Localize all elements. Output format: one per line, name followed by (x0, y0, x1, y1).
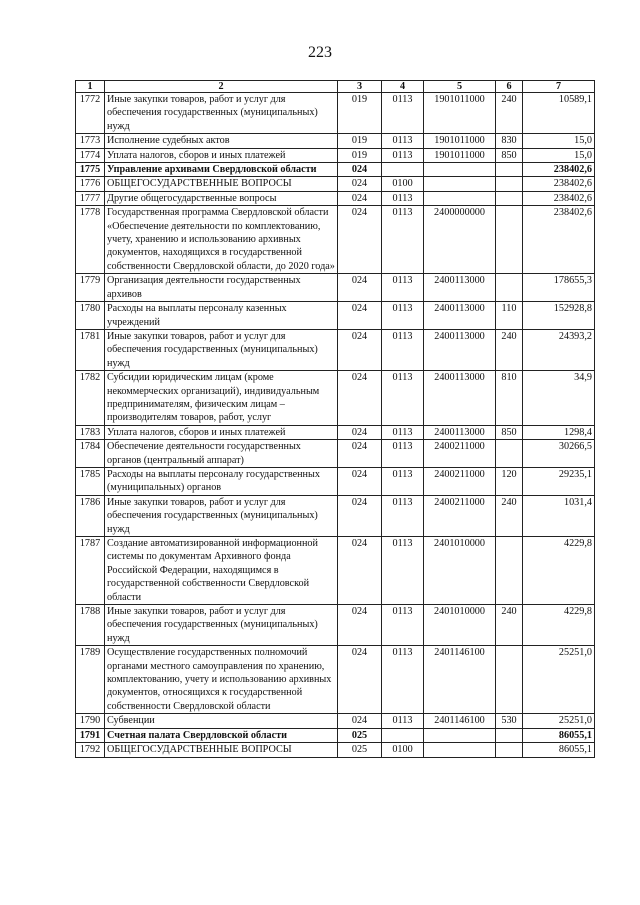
item-name: Расходы на выплаты персоналу государственных (муниципальных) органов (105, 467, 338, 495)
ministry-code: 024 (338, 371, 382, 426)
amount: 15,0 (523, 148, 595, 162)
ministry-code: 024 (338, 206, 382, 274)
ministry-code: 019 (338, 93, 382, 134)
section-code: 0113 (382, 302, 424, 330)
expense-type-code (496, 646, 523, 714)
expense-type-code (496, 537, 523, 605)
amount: 15,0 (523, 134, 595, 148)
amount: 1298,4 (523, 425, 595, 439)
column-header: 2 (105, 81, 338, 93)
target-code: 1901011000 (424, 134, 496, 148)
ministry-code: 024 (338, 302, 382, 330)
ministry-code: 024 (338, 440, 382, 468)
table-row (76, 177, 595, 191)
expense-type-code: 240 (496, 605, 523, 646)
expense-type-code: 240 (496, 495, 523, 536)
target-code: 2400113000 (424, 329, 496, 370)
target-code: 2400113000 (424, 371, 496, 426)
item-name: Иные закупки товаров, работ и услуг для обеспечения государственных (муниципальных) нужд (105, 329, 338, 370)
section-code: 0113 (382, 425, 424, 439)
item-name: Управление архивами Свердловской области (105, 163, 338, 177)
target-code: 1901011000 (424, 148, 496, 162)
table-row (76, 467, 595, 495)
target-code: 2400211000 (424, 440, 496, 468)
section-code: 0113 (382, 646, 424, 714)
column-header: 5 (424, 81, 496, 93)
ministry-code: 024 (338, 163, 382, 177)
amount: 1031,4 (523, 495, 595, 536)
row-number: 1774 (76, 148, 105, 162)
section-code: 0113 (382, 134, 424, 148)
target-code (424, 728, 496, 742)
item-name: Исполнение судебных актов (105, 134, 338, 148)
expense-type-code: 530 (496, 714, 523, 728)
ministry-code: 025 (338, 728, 382, 742)
table-row (76, 148, 595, 162)
row-number: 1779 (76, 274, 105, 302)
row-number: 1784 (76, 440, 105, 468)
amount: 4229,8 (523, 605, 595, 646)
ministry-code: 024 (338, 605, 382, 646)
item-name: Создание автоматизированной информационной системы по документам Архивного фонда Российской Федерации, находящимся в государственной собственности Свердловской области (105, 537, 338, 605)
ministry-code: 024 (338, 177, 382, 191)
section-code: 0113 (382, 495, 424, 536)
header-row (76, 81, 595, 93)
page-number: 223 (308, 44, 332, 61)
item-name: ОБЩЕГОСУДАРСТВЕННЫЕ ВОПРОСЫ (105, 743, 338, 757)
expense-type-code: 120 (496, 467, 523, 495)
item-name: Субсидии юридическим лицам (кроме некоммерческих организаций), индивидуальным предпринимателям, физическим лицам – производителям товаров, работ, услуг (105, 371, 338, 426)
section-code: 0113 (382, 467, 424, 495)
item-name: Уплата налогов, сборов и иных платежей (105, 148, 338, 162)
item-name: ОБЩЕГОСУДАРСТВЕННЫЕ ВОПРОСЫ (105, 177, 338, 191)
expense-type-code (496, 728, 523, 742)
target-code: 2400113000 (424, 302, 496, 330)
section-code: 0113 (382, 274, 424, 302)
item-name: Иные закупки товаров, работ и услуг для обеспечения государственных (муниципальных) нужд (105, 605, 338, 646)
table-row (76, 134, 595, 148)
item-name: Государственная программа Свердловской области «Обеспечение деятельности по комплектованию, учету, хранению и использованию архивных документов, находящихся в государственной собственности Свердловской области, до 2020 года» (105, 206, 338, 274)
ministry-code: 019 (338, 134, 382, 148)
section-code: 0113 (382, 93, 424, 134)
expense-type-code: 850 (496, 148, 523, 162)
section-code: 0113 (382, 714, 424, 728)
amount: 238402,6 (523, 206, 595, 274)
table-row (76, 440, 595, 468)
section-code: 0113 (382, 148, 424, 162)
amount: 238402,6 (523, 177, 595, 191)
section-code: 0113 (382, 440, 424, 468)
section-code: 0100 (382, 743, 424, 757)
item-name: Организация деятельности государственных архивов (105, 274, 338, 302)
amount: 34,9 (523, 371, 595, 426)
section-code: 0100 (382, 177, 424, 191)
item-name: Субвенции (105, 714, 338, 728)
column-header: 6 (496, 81, 523, 93)
expense-type-code (496, 440, 523, 468)
amount: 4229,8 (523, 537, 595, 605)
amount: 238402,6 (523, 191, 595, 205)
amount: 86055,1 (523, 743, 595, 757)
expense-type-code (496, 191, 523, 205)
table-row (76, 714, 595, 728)
row-number: 1777 (76, 191, 105, 205)
amount: 86055,1 (523, 728, 595, 742)
row-number: 1785 (76, 467, 105, 495)
table-row (76, 728, 595, 742)
row-number: 1792 (76, 743, 105, 757)
item-name: Расходы на выплаты персоналу казенных учреждений (105, 302, 338, 330)
expense-type-code: 240 (496, 93, 523, 134)
target-code: 2400000000 (424, 206, 496, 274)
ministry-code: 024 (338, 274, 382, 302)
table-row (76, 371, 595, 426)
table-row (76, 302, 595, 330)
table-row (76, 646, 595, 714)
target-code (424, 743, 496, 757)
ministry-code: 024 (338, 537, 382, 605)
target-code (424, 177, 496, 191)
ministry-code: 024 (338, 425, 382, 439)
ministry-code: 024 (338, 495, 382, 536)
ministry-code: 024 (338, 467, 382, 495)
amount: 152928,8 (523, 302, 595, 330)
row-number: 1775 (76, 163, 105, 177)
expense-type-code (496, 163, 523, 177)
expense-type-code (496, 274, 523, 302)
section-code: 0113 (382, 191, 424, 205)
row-number: 1772 (76, 93, 105, 134)
item-name: Счетная палата Свердловской области (105, 728, 338, 742)
section-code (382, 728, 424, 742)
table-row (76, 163, 595, 177)
target-code: 1901011000 (424, 93, 496, 134)
row-number: 1787 (76, 537, 105, 605)
target-code: 2401146100 (424, 714, 496, 728)
column-header: 4 (382, 81, 424, 93)
row-number: 1789 (76, 646, 105, 714)
row-number: 1773 (76, 134, 105, 148)
target-code (424, 191, 496, 205)
amount: 29235,1 (523, 467, 595, 495)
ministry-code: 024 (338, 191, 382, 205)
ministry-code: 019 (338, 148, 382, 162)
row-number: 1781 (76, 329, 105, 370)
expense-type-code (496, 206, 523, 274)
target-code: 2401146100 (424, 646, 496, 714)
budget-table (75, 80, 595, 758)
item-name: Иные закупки товаров, работ и услуг для обеспечения государственных (муниципальных) нужд (105, 93, 338, 134)
section-code: 0113 (382, 605, 424, 646)
amount: 25251,0 (523, 646, 595, 714)
item-name: Осуществление государственных полномочий органами местного самоуправления по хранению, комплектованию, учету и использованию архивных документов, относящихся к государственной собственности Свердловской области (105, 646, 338, 714)
row-number: 1786 (76, 495, 105, 536)
section-code: 0113 (382, 537, 424, 605)
row-number: 1788 (76, 605, 105, 646)
expense-type-code: 810 (496, 371, 523, 426)
table-row (76, 425, 595, 439)
ministry-code: 024 (338, 646, 382, 714)
column-header: 1 (76, 81, 105, 93)
item-name: Иные закупки товаров, работ и услуг для обеспечения государственных (муниципальных) нужд (105, 495, 338, 536)
row-number: 1782 (76, 371, 105, 426)
amount: 24393,2 (523, 329, 595, 370)
section-code (382, 163, 424, 177)
amount: 25251,0 (523, 714, 595, 728)
row-number: 1780 (76, 302, 105, 330)
target-code: 2401010000 (424, 605, 496, 646)
table-row (76, 274, 595, 302)
row-number: 1783 (76, 425, 105, 439)
column-header: 3 (338, 81, 382, 93)
table-row (76, 206, 595, 274)
target-code: 2401010000 (424, 537, 496, 605)
target-code: 2400211000 (424, 495, 496, 536)
item-name: Уплата налогов, сборов и иных платежей (105, 425, 338, 439)
expense-type-code (496, 743, 523, 757)
table-row (76, 495, 595, 536)
expense-type-code: 850 (496, 425, 523, 439)
amount: 10589,1 (523, 93, 595, 134)
target-code (424, 163, 496, 177)
column-header: 7 (523, 81, 595, 93)
expense-type-code: 110 (496, 302, 523, 330)
table-row (76, 537, 595, 605)
section-code: 0113 (382, 329, 424, 370)
row-number: 1778 (76, 206, 105, 274)
amount: 178655,3 (523, 274, 595, 302)
expense-type-code: 240 (496, 329, 523, 370)
table-row (76, 605, 595, 646)
section-code: 0113 (382, 206, 424, 274)
section-code: 0113 (382, 371, 424, 426)
table-row (76, 329, 595, 370)
table-row (76, 743, 595, 757)
expense-type-code (496, 177, 523, 191)
table-row (76, 191, 595, 205)
item-name: Другие общегосударственные вопросы (105, 191, 338, 205)
row-number: 1790 (76, 714, 105, 728)
row-number: 1776 (76, 177, 105, 191)
target-code: 2400113000 (424, 274, 496, 302)
row-number: 1791 (76, 728, 105, 742)
target-code: 2400211000 (424, 467, 496, 495)
item-name: Обеспечение деятельности государственных органов (центральный аппарат) (105, 440, 338, 468)
ministry-code: 024 (338, 329, 382, 370)
amount: 238402,6 (523, 163, 595, 177)
table-row (76, 93, 595, 134)
amount: 30266,5 (523, 440, 595, 468)
ministry-code: 024 (338, 714, 382, 728)
ministry-code: 025 (338, 743, 382, 757)
target-code: 2400113000 (424, 425, 496, 439)
expense-type-code: 830 (496, 134, 523, 148)
